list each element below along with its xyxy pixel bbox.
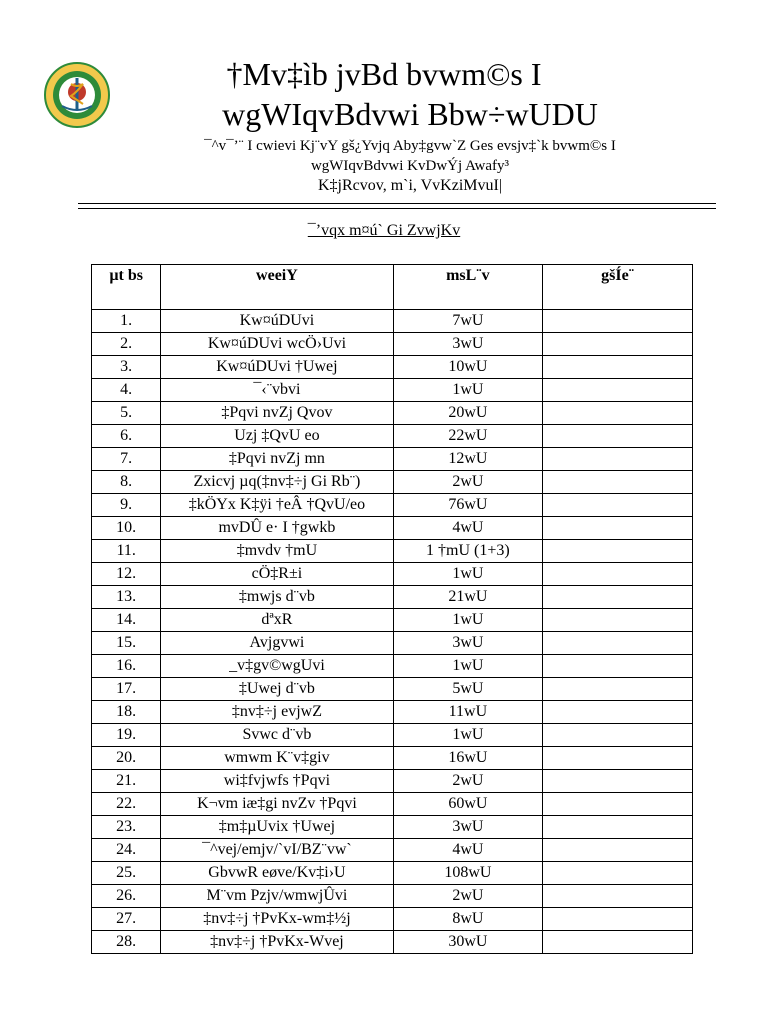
serial-cell: 3. [92,356,161,379]
serial-cell: 6. [92,425,161,448]
quantity-cell: 4wU [393,839,543,862]
serial-cell: 21. [92,770,161,793]
description-cell: ‡Uwej d¨vb [161,678,393,701]
serial-cell: 19. [92,724,161,747]
quantity-cell: 21wU [393,586,543,609]
remarks-cell [543,724,693,747]
quantity-cell: 1wU [393,655,543,678]
remarks-cell [543,402,693,425]
remarks-cell [543,609,693,632]
table-row [92,425,693,448]
remarks-cell [543,333,693,356]
description-cell: dªxR [161,609,393,632]
remarks-cell [543,793,693,816]
remarks-cell [543,310,693,333]
quantity-cell: 22wU [393,425,543,448]
description-cell: Uzj ‡QvU eo [161,425,393,448]
serial-cell: 8. [92,471,161,494]
header-description: weeiY [161,265,393,310]
serial-cell: 15. [92,632,161,655]
header-quantity: msL¨v [393,265,543,310]
serial-cell: 17. [92,678,161,701]
quantity-cell: 11wU [393,701,543,724]
description-cell: ‡mvdv †mU [161,540,393,563]
remarks-cell [543,379,693,402]
description-cell: _v‡gv©wgUvi [161,655,393,678]
table-row [92,862,693,885]
description-cell: ¯‹¨vbvi [161,379,393,402]
description-cell: mvDÛ e· I †gwkb [161,517,393,540]
remarks-cell [543,931,693,954]
institute-name-line2: wgWIqvBdvwi Bbw÷wUDU [222,96,598,132]
quantity-cell: 3wU [393,632,543,655]
quantity-cell: 108wU [393,862,543,885]
institute-name-line1: †Mv‡ìb jvBd bvwm©s I [226,56,542,92]
quantity-cell: 76wU [393,494,543,517]
description-cell: Kw¤úDUvi wcÖ›Uvi [161,333,393,356]
description-cell: wmwm K¨v‡giv [161,747,393,770]
description-cell: ‡nv‡÷j †PvKx-wm‡½j [161,908,393,931]
remarks-cell [543,747,693,770]
serial-cell: 24. [92,839,161,862]
table-row [92,356,693,379]
table-header-row [92,265,693,310]
remarks-cell [543,448,693,471]
description-cell: Svwc d¨vb [161,724,393,747]
quantity-cell: 30wU [393,931,543,954]
table-row [92,310,693,333]
description-cell: GbvwR eøve/Kv‡i›U [161,862,393,885]
description-cell: Avjgvwi [161,632,393,655]
table-row [92,494,693,517]
remarks-cell [543,494,693,517]
description-cell: ¯^vej/emjv/`vI/BZ¨vw` [161,839,393,862]
table-row [92,586,693,609]
header-remarks: gšÍe¨ [543,265,693,310]
serial-cell: 18. [92,701,161,724]
table-row [92,517,693,540]
quantity-cell: 4wU [393,517,543,540]
quantity-cell: 16wU [393,747,543,770]
serial-cell: 10. [92,517,161,540]
remarks-cell [543,563,693,586]
asset-table [91,264,693,954]
serial-cell: 12. [92,563,161,586]
description-cell: M¨vm Pzjv/wmwjÛvi [161,885,393,908]
table-row [92,770,693,793]
table-row [92,540,693,563]
table-row [92,793,693,816]
description-cell: Zxicvj µq(‡nv‡÷j Gi Rb¨) [161,471,393,494]
serial-cell: 5. [92,402,161,425]
table-row [92,678,693,701]
quantity-cell: 8wU [393,908,543,931]
remarks-cell [543,908,693,931]
description-cell: ‡Pqvi nvZj Qvov [161,402,393,425]
remarks-cell [543,517,693,540]
table-row [92,379,693,402]
table-row [92,839,693,862]
serial-cell: 26. [92,885,161,908]
serial-cell: 13. [92,586,161,609]
quantity-cell: 1wU [393,379,543,402]
remarks-cell [543,540,693,563]
quantity-cell: 12wU [393,448,543,471]
table-row [92,701,693,724]
table-row [92,632,693,655]
quantity-cell: 1 †mU (1+3) [393,540,543,563]
description-cell: wi‡fvjwfs †Pqvi [161,770,393,793]
header-serial: µt bs [92,265,161,310]
serial-cell: 28. [92,931,161,954]
table-row [92,931,693,954]
quantity-cell: 1wU [393,609,543,632]
approval-line2: wgWIqvBdvwi KvDwÝj Awafy³ [310,158,510,174]
remarks-cell [543,586,693,609]
remarks-cell [543,862,693,885]
description-cell: ‡nv‡÷j evjwZ [161,701,393,724]
description-cell: ‡Pqvi nvZj mn [161,448,393,471]
table-row [92,609,693,632]
table-row [92,816,693,839]
remarks-cell [543,356,693,379]
quantity-cell: 1wU [393,724,543,747]
table-row [92,402,693,425]
description-cell: ‡m‡µUvix †Uwej [161,816,393,839]
serial-cell: 27. [92,908,161,931]
description-cell: Kw¤úDUvi [161,310,393,333]
quantity-cell: 1wU [393,563,543,586]
quantity-cell: 2wU [393,885,543,908]
table-row [92,655,693,678]
remarks-cell [543,885,693,908]
remarks-cell [543,655,693,678]
serial-cell: 7. [92,448,161,471]
description-cell: K¬vm iæ‡gi nvZv †Pqvi [161,793,393,816]
serial-cell: 2. [92,333,161,356]
table-row [92,885,693,908]
quantity-cell: 7wU [393,310,543,333]
quantity-cell: 2wU [393,770,543,793]
quantity-cell: 3wU [393,333,543,356]
header-divider-top [78,203,716,204]
description-cell: ‡mwjs d¨vb [161,586,393,609]
serial-cell: 4. [92,379,161,402]
serial-cell: 23. [92,816,161,839]
serial-cell: 11. [92,540,161,563]
table-row [92,724,693,747]
serial-cell: 25. [92,862,161,885]
quantity-cell: 10wU [393,356,543,379]
remarks-cell [543,632,693,655]
quantity-cell: 2wU [393,471,543,494]
serial-cell: 14. [92,609,161,632]
remarks-cell [543,816,693,839]
description-cell: ‡kÖYx K‡ÿi †eÂ †QvU/eo [161,494,393,517]
remarks-cell [543,678,693,701]
quantity-cell: 3wU [393,816,543,839]
serial-cell: 1. [92,310,161,333]
table-caption-text: ¯’vqx m¤ú` Gi ZvwjKv [307,222,461,239]
description-cell: ‡nv‡÷j †PvKx-Wvej [161,931,393,954]
quantity-cell: 20wU [393,402,543,425]
remarks-cell [543,425,693,448]
table-row [92,563,693,586]
table-row [92,333,693,356]
header-divider-bottom [78,208,716,209]
remarks-cell [543,471,693,494]
table-caption [0,221,768,241]
table-row [92,471,693,494]
table-row [92,747,693,770]
description-cell: cÖ‡R±i [161,563,393,586]
table-row [92,908,693,931]
remarks-cell [543,839,693,862]
remarks-cell [543,701,693,724]
serial-cell: 9. [92,494,161,517]
serial-cell: 20. [92,747,161,770]
remarks-cell [543,770,693,793]
address-line: K‡jRcvov, m`i, VvKziMvuI| [317,177,503,194]
approval-line1: ¯^v¯’¨ I cwievi Kj¨vY gš¿Yvjq Aby‡gvw`Z Ges evsjv‡`k bvwm©s I [204,138,616,154]
quantity-cell: 60wU [393,793,543,816]
table-row [92,448,693,471]
serial-cell: 16. [92,655,161,678]
description-cell: Kw¤úDUvi †Uwej [161,356,393,379]
quantity-cell: 5wU [393,678,543,701]
serial-cell: 22. [92,793,161,816]
